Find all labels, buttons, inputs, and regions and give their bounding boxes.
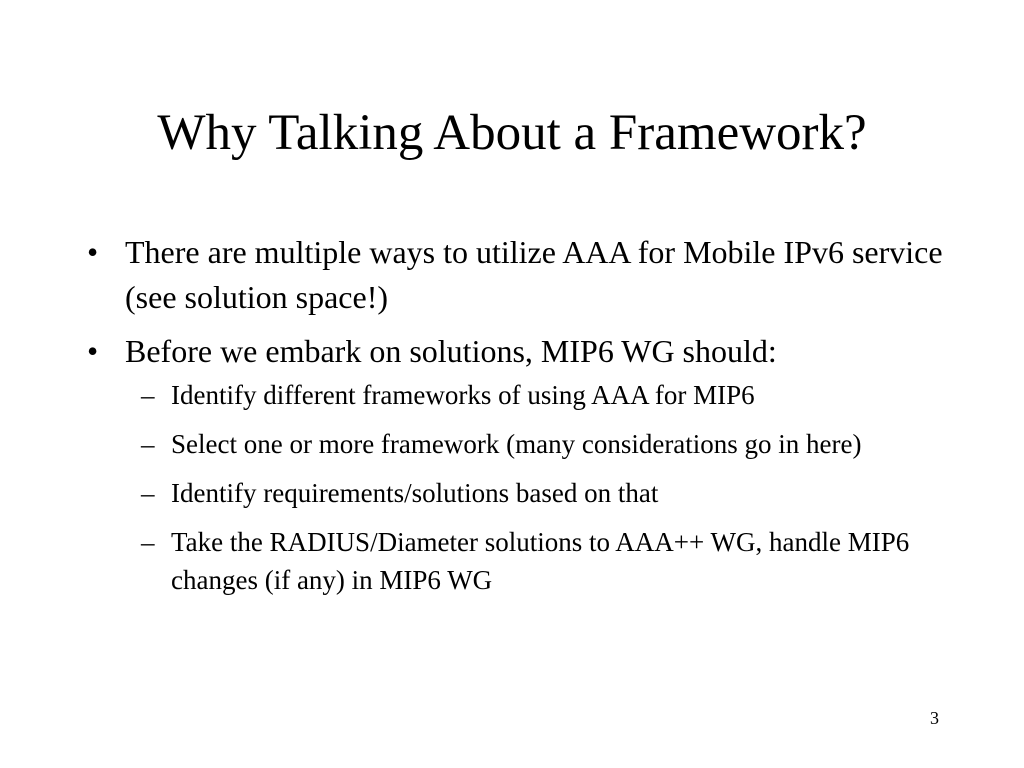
bullet-item bbox=[85, 329, 955, 599]
sub-bullet-text: Take the RADIUS/Diameter solutions to AAA++ WG, handle MIP6 changes (if any) in MIP6 WG bbox=[171, 527, 910, 595]
sub-bullet-text: Identify different frameworks of using AAA for MIP6 bbox=[171, 380, 755, 410]
bullet-text: Before we embark on solutions, MIP6 WG should: bbox=[125, 333, 777, 369]
sub-bullet-marker: – bbox=[141, 527, 155, 557]
bullet-list bbox=[85, 230, 955, 610]
sub-bullet-list bbox=[125, 376, 955, 599]
sub-bullet-text: Identify requirements/solutions based on that bbox=[171, 478, 659, 508]
sub-bullet-marker: – bbox=[141, 478, 155, 508]
bullet-text: There are multiple ways to utilize AAA for Mobile IPv6 service (see solution space!) bbox=[125, 234, 943, 315]
bullet-marker: • bbox=[87, 234, 99, 270]
bullet-marker: • bbox=[87, 333, 99, 369]
bullet-item bbox=[85, 230, 955, 320]
sub-bullet-marker: – bbox=[141, 429, 155, 459]
sub-bullet-item bbox=[125, 523, 955, 599]
slide-title: Why Talking About a Framework? bbox=[157, 105, 867, 161]
sub-bullet-item bbox=[125, 474, 955, 512]
sub-bullet-text: Select one or more framework (many considerations go in here) bbox=[171, 429, 862, 459]
page-number: 3 bbox=[930, 708, 939, 728]
sub-bullet-item bbox=[125, 425, 955, 463]
sub-bullet-item bbox=[125, 376, 955, 414]
sub-bullet-marker: – bbox=[141, 380, 155, 410]
